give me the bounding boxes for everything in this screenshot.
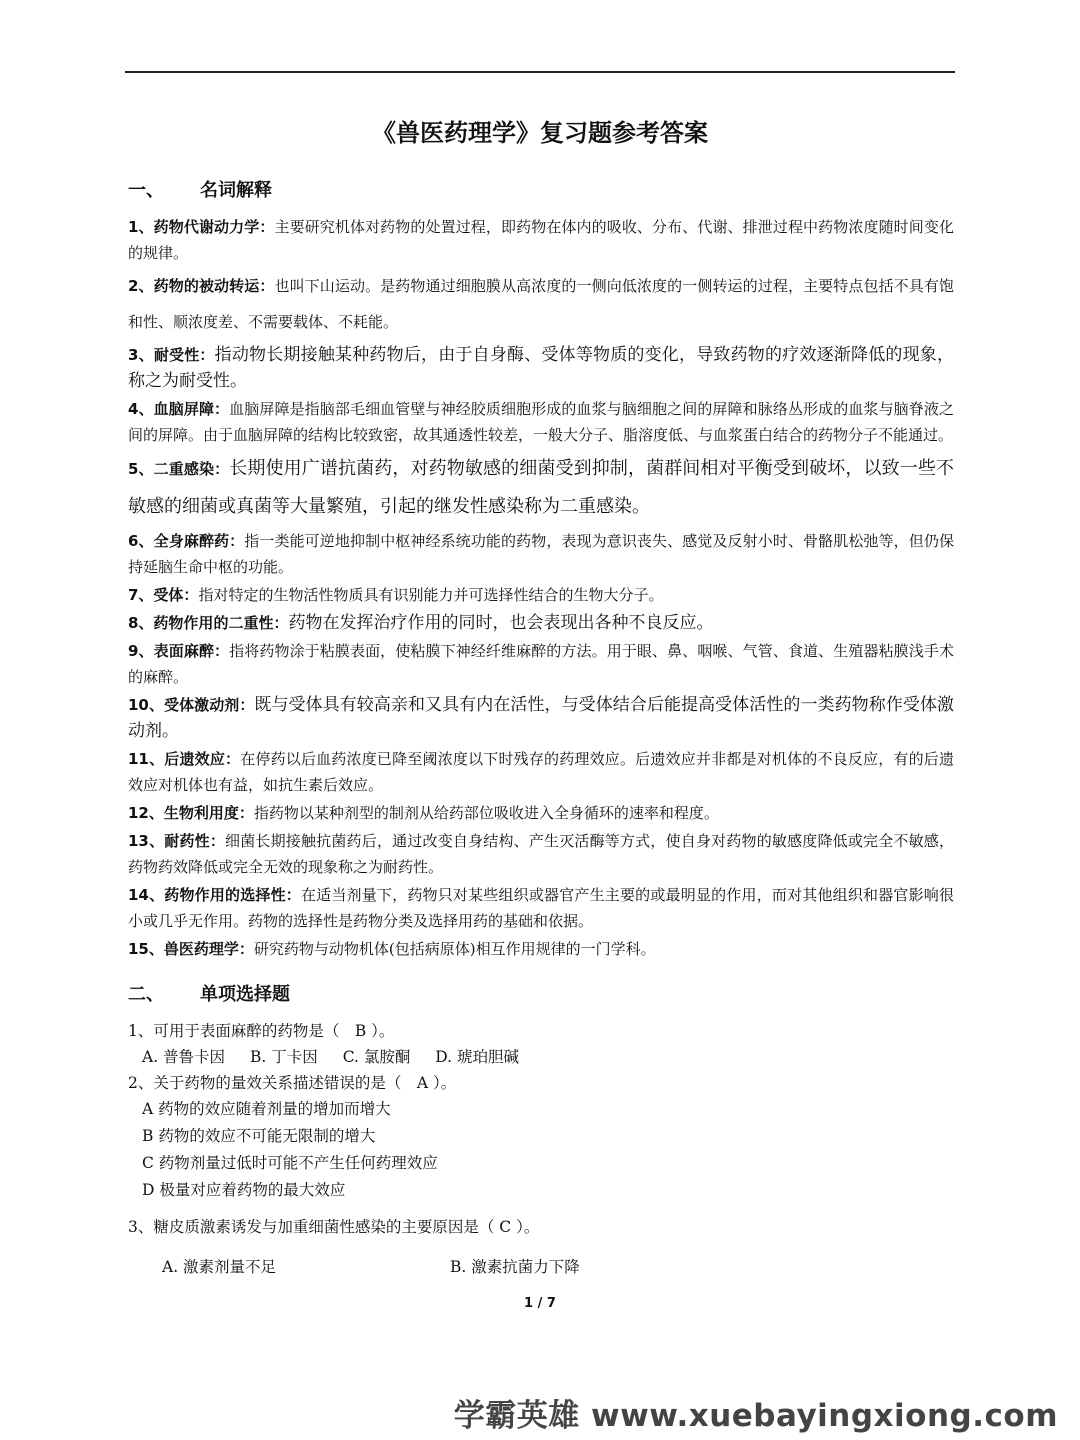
page-number: 1 / 7: [524, 1296, 556, 1311]
term-label: 5、二重感染：: [128, 460, 230, 478]
term-label: 9、表面麻醉：: [128, 642, 230, 660]
term-definition: 细菌长期接触抗菌药后，通过改变自身结构、产生灭活酶等方式，使自身对药物的敏感度降低或完全不敏感，药物药效降低或完全无效的现象称之为耐药性。: [128, 832, 955, 876]
option-a: A. 激素剂量不足: [162, 1258, 277, 1276]
term-definition: 指一类能可逆地抑制中枢神经系统功能的药物，表现为意识丧失、感觉及反射小时、骨骼肌松弛等，但仍保持延脑生命中枢的功能。: [128, 532, 954, 576]
section-number: 二、: [128, 984, 164, 1005]
option-c: C. 氯胺酮: [342, 1048, 411, 1066]
section-number: 一、: [128, 180, 164, 201]
term-definition: 研究药物与动物机体(包括病原体)相互作用规律的一门学科。: [253, 940, 656, 958]
term-item: [128, 800, 954, 826]
term-definition: 药物在发挥治疗作用的同时，也会表现出各种不良反应。: [288, 613, 714, 633]
term-definition: 在停药以后血药浓度已降至阈浓度以下时残存的药理效应。后遗效应并非都是对机体的不良反应，有的后遗效应对机体也有益，如抗生素后效应。: [128, 750, 954, 794]
section-heading-choices: [128, 980, 954, 1010]
section-title: 单项选择题: [200, 984, 290, 1005]
term-item: [128, 214, 954, 266]
option-b: B. 丁卡因: [250, 1048, 318, 1066]
term-label: 13、耐药性：: [128, 832, 226, 850]
term-definition: 主要研究机体对药物的处置过程，即药物在体内的吸收、分布、代谢、排泄过程中药物浓度随时间变化的规律。: [128, 218, 954, 262]
term-definition: 既与受体具有较高亲和又具有内在活性，与受体结合后能提高受体活性的一类药物称作受体激动剂。: [128, 695, 955, 741]
term-definition: 血脑屏障是指脑部毛细血管壁与神经胶质细胞形成的血浆与脑细胞之间的屏障和脉络丛形成的血浆与脑脊液之间的屏障。由于血脑屏障的结构比较致密，故其通透性较差，一般大分子、脂溶度低、与血浆蛋白结合的药物分子不能通过。: [128, 400, 954, 444]
section-heading-terms: [128, 176, 954, 206]
term-definition: 指动物长期接触某种药物后，由于自身酶、受体等物质的变化，导致药物的疗效逐渐降低的现象，称之为耐受性。: [128, 345, 954, 391]
term-item: [128, 936, 954, 962]
term-item: [128, 746, 954, 798]
term-label: 15、兽医药理学：: [128, 940, 254, 958]
term-label: 1、药物代谢动力学：: [128, 218, 275, 236]
section-title: 名词解释: [200, 180, 272, 201]
question-3-options: [162, 1254, 954, 1280]
term-item: [128, 268, 954, 340]
term-definition: 长期使用广谱抗菌药，对药物敏感的细菌受到抑制，菌群间相对平衡受到破坏，以致一些不敏感的细菌或真菌等大量繁殖，引起的继发性感染称为二重感染。: [128, 458, 954, 517]
option-b: B. 激素抗菌力下降: [450, 1258, 580, 1276]
term-definition: 在适当剂量下，药物只对某些组织或器官产生主要的或最明显的作用，而对其他组织和器官影响很小或几乎无作用。药物的选择性是药物分类及选择用药的基础和依据。: [128, 886, 954, 930]
term-item: [128, 450, 954, 526]
header-rule: [125, 71, 955, 73]
option-a: A. 普鲁卡因: [142, 1048, 226, 1066]
term-label: 8、药物作用的二重性：: [128, 614, 289, 632]
term-item: [128, 582, 954, 608]
term-definition: 指对特定的生物活性物质具有识别能力并可选择性结合的生物大分子。: [198, 586, 664, 604]
term-label: 14、药物作用的选择性：: [128, 886, 301, 904]
term-label: 7、受体：: [128, 586, 199, 604]
term-item: [128, 638, 954, 690]
term-item: [128, 342, 954, 394]
term-label: 4、血脑屏障：: [128, 400, 230, 418]
term-item: [128, 828, 954, 880]
term-label: 3、耐受性：: [128, 346, 215, 364]
option-c: C 药物剂量过低时可能不产生任何药理效应: [142, 1154, 438, 1172]
term-item: [128, 528, 954, 580]
term-label: 10、受体激动剂：: [128, 696, 255, 714]
option-b: B 药物的效应不可能无限制的增大: [142, 1127, 376, 1145]
question-2: 2、关于药物的量效关系描述错误的是（ A ）。: [128, 1074, 457, 1092]
question-1: 1、可用于表面麻醉的药物是（ B ）。: [128, 1022, 395, 1040]
term-item: [128, 396, 954, 448]
term-item: [128, 882, 954, 934]
term-item: [128, 692, 954, 744]
term-definition: 指将药物涂于粘膜表面，使粘膜下神经纤维麻醉的方法。用于眼、鼻、咽喉、气管、食道、生殖器粘膜浅手术的麻醉。: [128, 642, 954, 686]
option-d: D. 琥珀胆碱: [435, 1048, 520, 1066]
term-label: 2、药物的被动转运：: [128, 277, 275, 295]
document-title: 《兽医药理学》复习题参考答案: [372, 119, 708, 147]
term-label: 11、后遗效应：: [128, 750, 241, 768]
question-3: 3、糖皮质激素诱发与加重细菌性感染的主要原因是（ C ）。: [128, 1218, 540, 1236]
option-d: D 极量对应着药物的最大效应: [142, 1181, 346, 1199]
term-label: 12、生物利用度：: [128, 804, 254, 822]
term-label: 6、全身麻醉药：: [128, 532, 245, 550]
term-definition: 也叫下山运动。是药物通过细胞膜从高浓度的一侧向低浓度的一侧转运的过程，主要特点包括不具有饱和性、顺浓度差、不需要载体、不耗能。: [128, 277, 954, 331]
term-definition: 指药物以某种剂型的制剂从给药部位吸收进入全身循环的速率和程度。: [253, 804, 719, 822]
option-a: A 药物的效应随着剂量的增加而增大: [142, 1100, 391, 1118]
term-item: [128, 610, 954, 636]
document-body: [128, 176, 954, 1280]
question-1-options: [142, 1044, 954, 1070]
site-watermark: 学霸英雄 www.xuebayingxiong.com: [453, 1398, 1058, 1434]
